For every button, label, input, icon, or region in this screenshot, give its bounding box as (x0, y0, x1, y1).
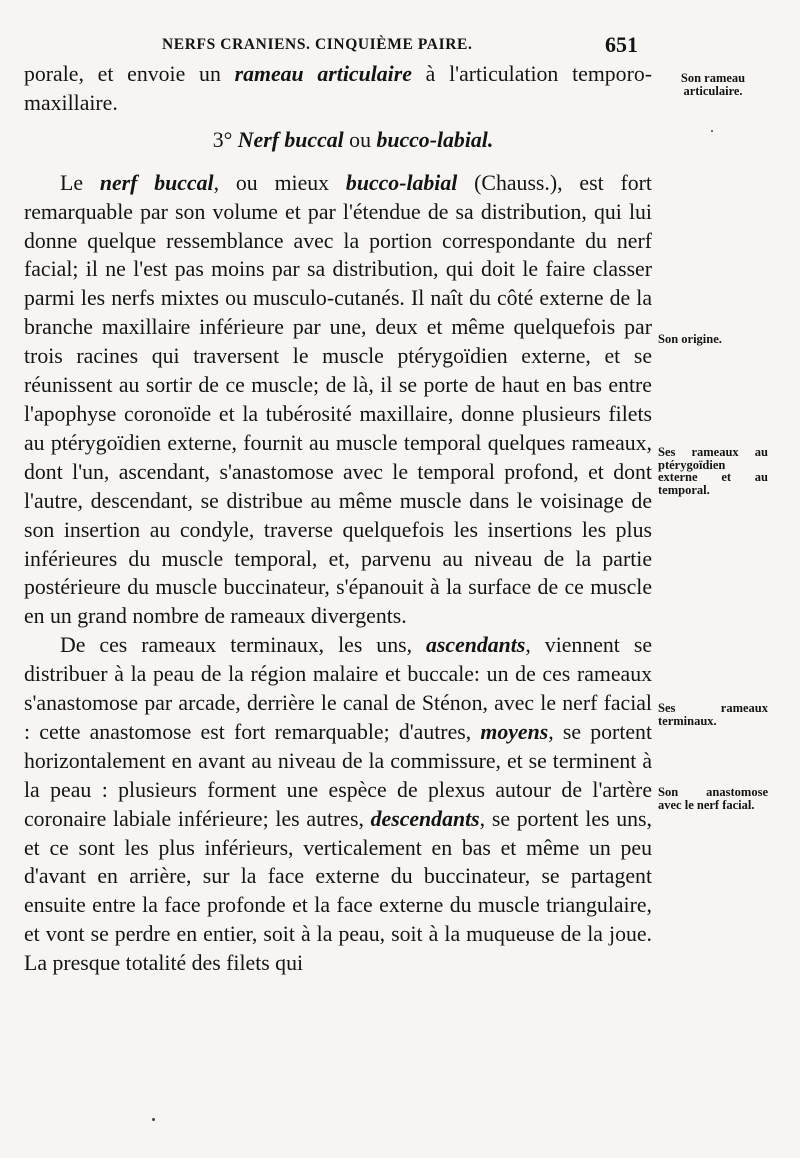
page-number: 651 (605, 32, 638, 57)
section-heading: 3° Nerf buccal ou bucco-labial. (212, 127, 494, 152)
heading-title: Nerf buccal (237, 127, 344, 152)
paragraph-continuation: porale, et envoie un rameau articulaire à l'articulation temporo-maxillaire. (24, 62, 652, 115)
heading-number: 3° (212, 127, 233, 152)
heading-alt-title: bucco-labial. (376, 127, 494, 152)
emphasis-ascendants: ascendants (426, 633, 526, 658)
paragraph-rameaux-terminaux: De ces rameaux terminaux, les uns, ascendants, viennent se distribuer à la peau de la région malaire et buccale: un de ces rameaux s'anastomose par arcade, derrière le canal de Sténon, avec le nerf facial : cette anastomose est fort remarquable; d'autres, moyens, se portent horizontalement en avant au niveau de la commissure, et se terminent à la peau : plusieurs forment une espèce de plexus autour de l'artère coronaire labiale inférieure; les autres, descendants, se portent les uns, et ce sont les plus inférieurs, verticalement en bas et même un peu d'avant en arrière, sur la face externe du buccinateur, se partagent ensuite entre la face profonde et la face externe du muscle triangulaire, et vont se perdre en entier, soit à la peau, soit à la muqueuse de la joue. La presque totalité des filets qui (24, 633, 653, 976)
emphasis-bucco-labial: bucco-labial (345, 170, 458, 195)
emphasis-moyens: moyens (480, 719, 549, 744)
running-title: NERFS CRANIENS. CINQUIÈME PAIRE. (162, 36, 473, 53)
margin-note-rameaux-terminaux: Ses rameaux terminaux. (658, 701, 768, 728)
paragraph-nerf-buccal: Le nerf buccal, ou mieux bucco-labial (Chauss.), est fort remarquable par son volume et par l'étendue de sa distribution, qui lui donne quelque ressemblance avec la portion correspondante du nerf facial; il ne l'est pas moins par sa distribution, qui doit le faire classer parmi les nerfs mixtes ou musculo-cutanés. Il naît du côté externe de la branche maxillaire inférieure par une, deux et même quelquefois par trois racines qui traversent le muscle ptérygoïdien externe, et se réunissent au sortir de ce muscle; de là, il se porte de haut en bas entre l'apophyse coronoïde et la tubérosité maxillaire, donne plusieurs filets au ptérygoïdien externe, fournit au muscle temporal quelques rameaux, dont l'un, ascendant, s'anastomose avec le temporal profond, et dont l'autre, descendant, se distribue au même muscle dans le voisinage de son insertion au condyle, traverse quelquefois les insertions les plus inférieures du muscle temporal, et, parvenu au niveau de la partie postérieure du muscle buccinateur, s'épanouit à la surface de ce muscle en un grand nombre de rameaux divergents. (24, 170, 652, 629)
print-speck (152, 1118, 155, 1121)
page-header (162, 32, 638, 58)
margin-note-rameaux-pterygoidien: Ses rameaux au ptérygoïdien externe et au temporal. (658, 445, 768, 497)
emphasis-descendants: descendants (370, 806, 480, 831)
emphasis-nerf-buccal: nerf buccal (99, 170, 214, 195)
body-text (24, 60, 652, 978)
margin-note-rameau-articulaire: Son rameau articulaire. (680, 71, 746, 98)
margin-note-anastomose: Son anastomose avec le nerf facial. (658, 785, 768, 812)
margin-note-origine: Son origine. (658, 332, 722, 346)
emphasis-rameau-articulaire: rameau articulaire (234, 62, 412, 86)
print-speck (711, 130, 713, 132)
